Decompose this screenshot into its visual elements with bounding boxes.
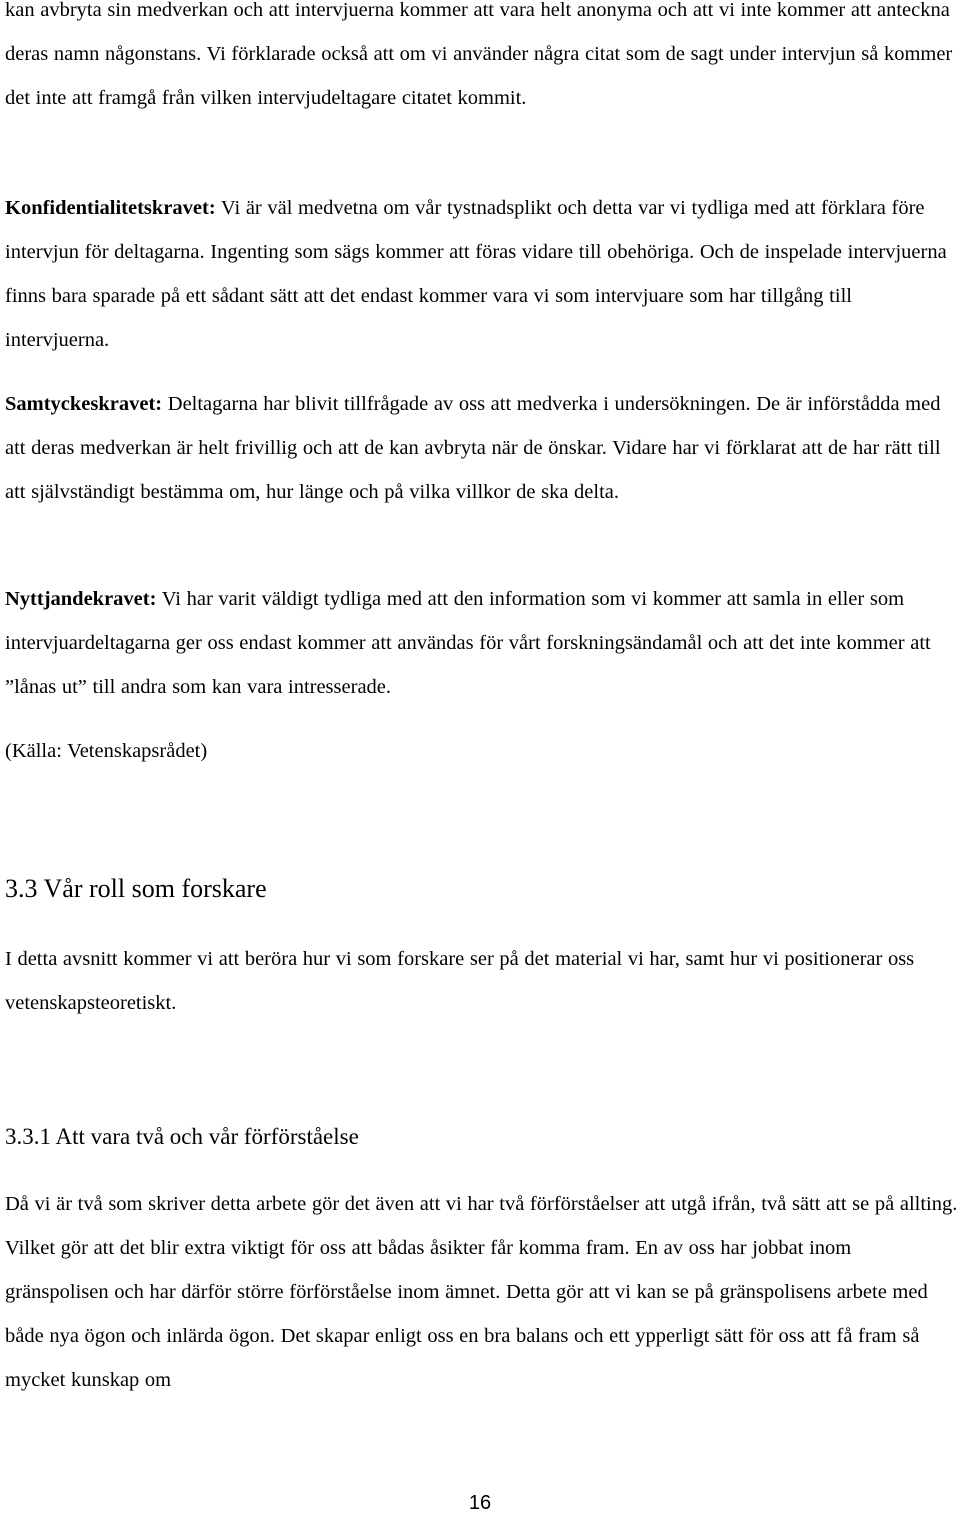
samtycke-text: Deltagarna har blivit tillfrågade av oss att medverka i undersökningen. De är införstådda med att deras medverkan är helt frivillig och att de kan avbryta när de önskar. Vidare har vi förklarat att de har rätt till att självständigt bestämma om, hur länge och på vilka villkor de ska delta. (5, 393, 941, 503)
source-citation (5, 729, 960, 773)
samtycke-label: Samtyckeskravet: (5, 393, 163, 415)
section-heading-3-3: 3.3 Vår roll som forskare (5, 874, 267, 903)
paragraph-nyttjande (5, 577, 960, 709)
paragraph-konfidentialitet (5, 186, 960, 362)
nyttjande-label: Nyttjandekravet: (5, 588, 157, 610)
roll-intro-text: I detta avsnitt kommer vi att beröra hur vi som forskare ser på det material vi har, samt hur vi positionerar oss vetenskapsteoretiskt. (5, 948, 915, 1014)
paragraph-samtycke (5, 382, 960, 514)
page-number: 16 (468, 1492, 492, 1514)
paragraph-intro-text: kan avbryta sin medverkan och att intervjuerna kommer att vara helt anonyma och att vi inte kommer att anteckna deras namn någonstans. Vi förklarade också att om vi använder några citat som de sagt under intervjun så kommer det inte att framgå från vilken intervjudeltagare citatet kommit. (5, 0, 953, 109)
konfidentialitet-label: Konfidentialitetskravet: (5, 197, 216, 219)
nyttjande-text: Vi har varit väldigt tydliga med att den information som vi kommer att samla in eller som intervjuardeltagarna ger oss endast kommer att användas för vårt forskningsändamål och att det inte kommer att ”lånas ut” till andra som kan vara intresserade. (5, 588, 931, 698)
paragraph-intro (5, 0, 960, 120)
paragraph-roll-intro (5, 937, 960, 1025)
source-citation-text: (Källa: Vetenskapsrådet) (5, 740, 208, 762)
konfidentialitet-text: Vi är väl medvetna om vår tystnadsplikt och detta var vi tydliga med att förklara före intervjun för deltagarna. Ingenting som sägs kommer att föras vidare till obehöriga. Och de inspelade intervjuerna finns bara sparade på ett sådant sätt att det endast kommer vara vi som intervjuare som har tillgång till intervjuerna. (5, 197, 947, 351)
paragraph-forforstaelse (5, 1182, 960, 1402)
forforstaelse-text: Då vi är två som skriver detta arbete gör det även att vi har två förförståelser att utgå ifrån, två sätt att se på allting. Vilket gör att det blir extra viktigt för oss att bådas åsikter får komma fram. En av oss har jobbat inom gränspolisen och har därför större förförståelse inom ämnet. Detta gör att vi kan se på gränspolisens arbete med både nya ögon och inlärda ögon. Det skapar enligt oss en bra balans och ett ypperligt sätt för oss att få fram så mycket kunskap om (5, 1193, 958, 1391)
section-heading-3-3-1: 3.3.1 Att vara två och vår förförståelse (5, 1124, 359, 1149)
